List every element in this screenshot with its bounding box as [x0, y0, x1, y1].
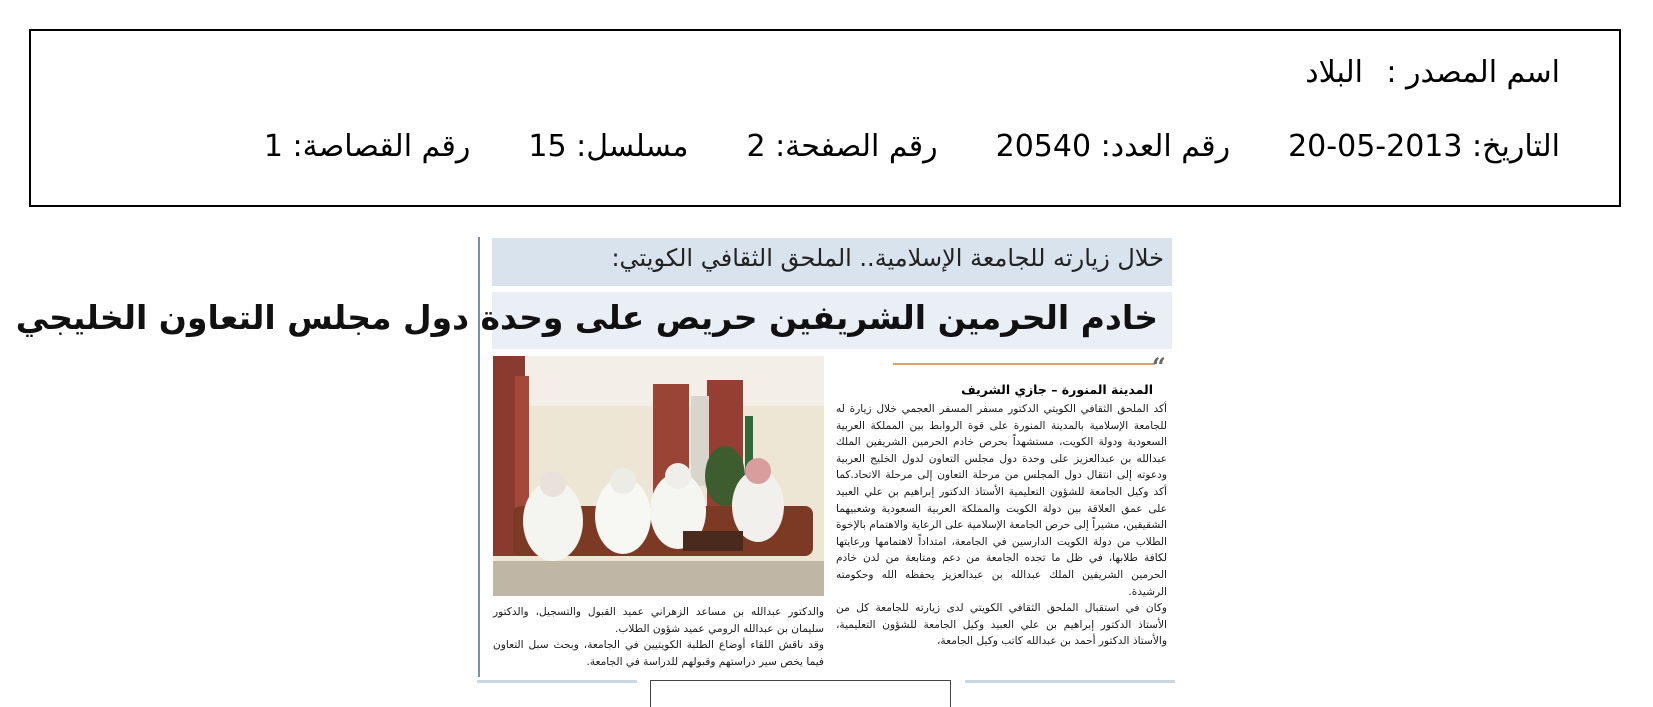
source-value: البلاد	[1305, 55, 1363, 90]
issue-number-field: رقم العدد: 20540	[995, 129, 1231, 164]
source-label: اسم المصدر :	[1386, 55, 1560, 90]
kicker-band	[492, 238, 1172, 286]
photo-caption-column	[493, 604, 824, 670]
serial-field: مسلسل: 15	[528, 129, 689, 164]
date-field: التاريخ: 2013-05-20	[1288, 129, 1560, 164]
quote-mark-icon: “	[1152, 352, 1166, 381]
next-article-frame	[650, 680, 951, 707]
clipping-metadata-box	[29, 29, 1621, 207]
decorative-rule	[893, 363, 1155, 365]
headline-band	[15, 292, 1172, 349]
source-row	[1305, 55, 1560, 90]
bottom-rule-right	[965, 680, 1175, 683]
details-row	[264, 129, 1560, 164]
clip-number-field: رقم القصاصة: 1	[263, 129, 471, 164]
article-body-paragraph: أكد الملحق الثقافي الكويتي الدكتور مسفر المسفر العجمي خلال زيارة له للجامعة الإسلامية بالمدينة المنورة على قوة الروابط بين المملكة العربية السعودية ودولة الكويت، مستشهداً بحرص خادم الحرمين الشريفين الملك عبدالله بن عبدالعزيز على وحدة دول مجلس التعاون لدول الخليج العربية ودعوته إلى انتقال دول المجلس من مرحلة التعاون إلى مرحلة الاتحاد.كما أكد وكيل الجامعة للشؤون التعليمية الأستاذ الدكتور إبراهيم بن علي العبيد على عمق العلاقة بين دولة الكويت والمملكة العربية السعودية وشعبيهما الشقيقين، مشيراً إلى حرص الجامعة الإسلامية على الرعاية والاهتمام بالإخوة الطلاب من دولة الكويت الدارسين في الجامعة، امتداداً لاهتمامها ورعايتها لكافة طلابها، في ظل ما تجده الجامعة من دعم ومتابعة من لدن خادم الحرمين الشريفين الملك عبدالله بن عبدالعزيز يحفظه الله وحكومته الرشيدة.	[836, 403, 1167, 598]
article-kicker: خلال زيارته للجامعة الإسلامية.. الملحق الثقافي الكويتي:	[611, 244, 1164, 272]
meeting-photo	[493, 356, 824, 596]
bottom-rule-left	[477, 680, 637, 683]
meeting-photo-illustration	[493, 356, 824, 596]
caption-paragraph-2: وقد ناقش اللقاء أوضاع الطلبة الكويتيين في الجامعة، وبحث سبل التعاون فيما يخص سير دراستهم وقبولهم للدراسة في الجامعة.	[493, 639, 824, 668]
article-dateline: المدينة المنورة – جازي الشريف	[961, 382, 1153, 397]
article-body-column	[836, 401, 1167, 650]
caption-paragraph: والدكتور عبدالله بن مساعد الزهراني عميد القبول والتسجيل، والدكتور سليمان بن عبدالله الرومي عميد شؤون الطلاب.	[493, 606, 824, 635]
page-number-field: رقم الصفحة: 2	[746, 129, 938, 164]
article-body-paragraph-2: وكان في استقبال الملحق الثقافي الكويتي لدى زيارته للجامعة كل من الأستاذ الدكتور إبراهيم بن علي العبيد وكيل الجامعة للشؤون التعليمية، والأستاذ الدكتور أحمد بن عبدالله كاتب وكيل الجامعة،	[836, 602, 1167, 648]
article-headline: خادم الحرمين الشريفين حريص على وحدة دول مجلس التعاون الخليجي	[15, 298, 1158, 337]
